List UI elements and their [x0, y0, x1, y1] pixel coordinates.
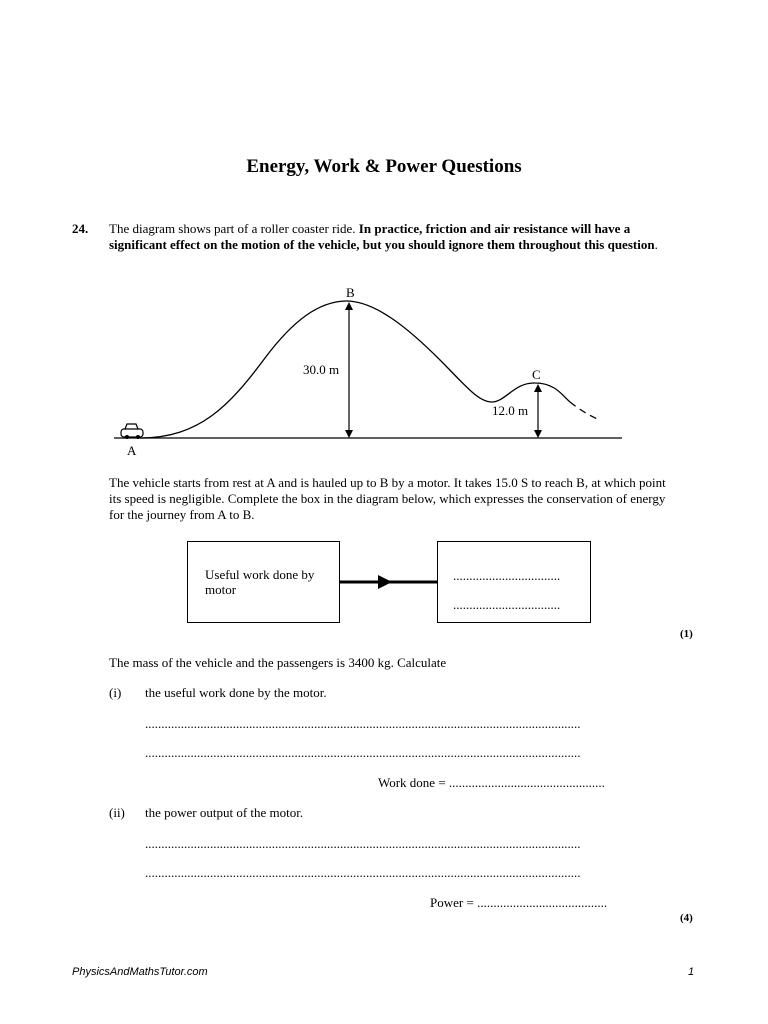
- part-i-answer-line-2[interactable]: ......................................................................................................................................: [145, 745, 581, 760]
- label-b: B: [346, 285, 355, 300]
- part-ii-answer-line-2[interactable]: ......................................................................................................................................: [145, 865, 581, 880]
- mark-1: (1): [680, 628, 693, 640]
- footer-page-number: 1: [688, 966, 695, 978]
- power-label: Power =: [430, 895, 478, 910]
- power-result: [430, 895, 607, 911]
- work-done-result: [378, 775, 605, 791]
- energy-answer-line-1[interactable]: .................................: [453, 568, 561, 583]
- work-done-label: Work done =: [378, 775, 449, 790]
- energy-box-left-text: Useful work done by motor: [205, 567, 315, 597]
- work-done-dots[interactable]: ................................................: [448, 775, 605, 790]
- part-ii-label: (ii): [109, 805, 125, 820]
- energy-answer-line-2[interactable]: .................................: [453, 597, 561, 612]
- mark-4: (4): [680, 912, 693, 924]
- label-c: C: [532, 367, 541, 382]
- intro-end-text: .: [654, 237, 658, 252]
- power-dots[interactable]: ........................................: [477, 895, 608, 910]
- part-i-text: the useful work done by the motor.: [145, 685, 327, 700]
- height-label-c: 12.0 m: [492, 403, 529, 418]
- vehicle-icon: [121, 424, 143, 439]
- track-continuation: [570, 402, 600, 420]
- mass-text: The mass of the vehicle and the passengers is 3400 kg. Calculate: [109, 655, 447, 670]
- roller-coaster-diagram: [0, 0, 768, 470]
- footer-site: PhysicsAndMathsTutor.com: [72, 966, 208, 978]
- energy-arrow: [340, 572, 438, 592]
- height-label-b: 30.0 m: [303, 362, 340, 377]
- label-a: A: [127, 443, 137, 458]
- description-paragraph: The vehicle starts from rest at A and is hauled up to B by a motor. It takes 15.0 S to reach B, at which point its speed is negligible. Complete the box in the diagram below, which expresses the conservation of energy for the journey from A to B.: [109, 475, 666, 522]
- intro-normal-text: The diagram shows part of a roller coaster ride.: [109, 221, 359, 236]
- part-ii-text: the power output of the motor.: [145, 805, 304, 820]
- part-i-answer-line-1[interactable]: ......................................................................................................................................: [145, 716, 581, 731]
- part-i-label: (i): [109, 685, 122, 700]
- intro-bold-text: In practice, friction and air resistance will have a significant effect on the motion of the vehicle, but you should ignore them throughout this question: [109, 221, 655, 252]
- question-number: 24.: [72, 221, 89, 236]
- page-title: Energy, Work & Power Questions: [246, 156, 522, 177]
- part-ii-answer-line-1[interactable]: ......................................................................................................................................: [145, 836, 581, 851]
